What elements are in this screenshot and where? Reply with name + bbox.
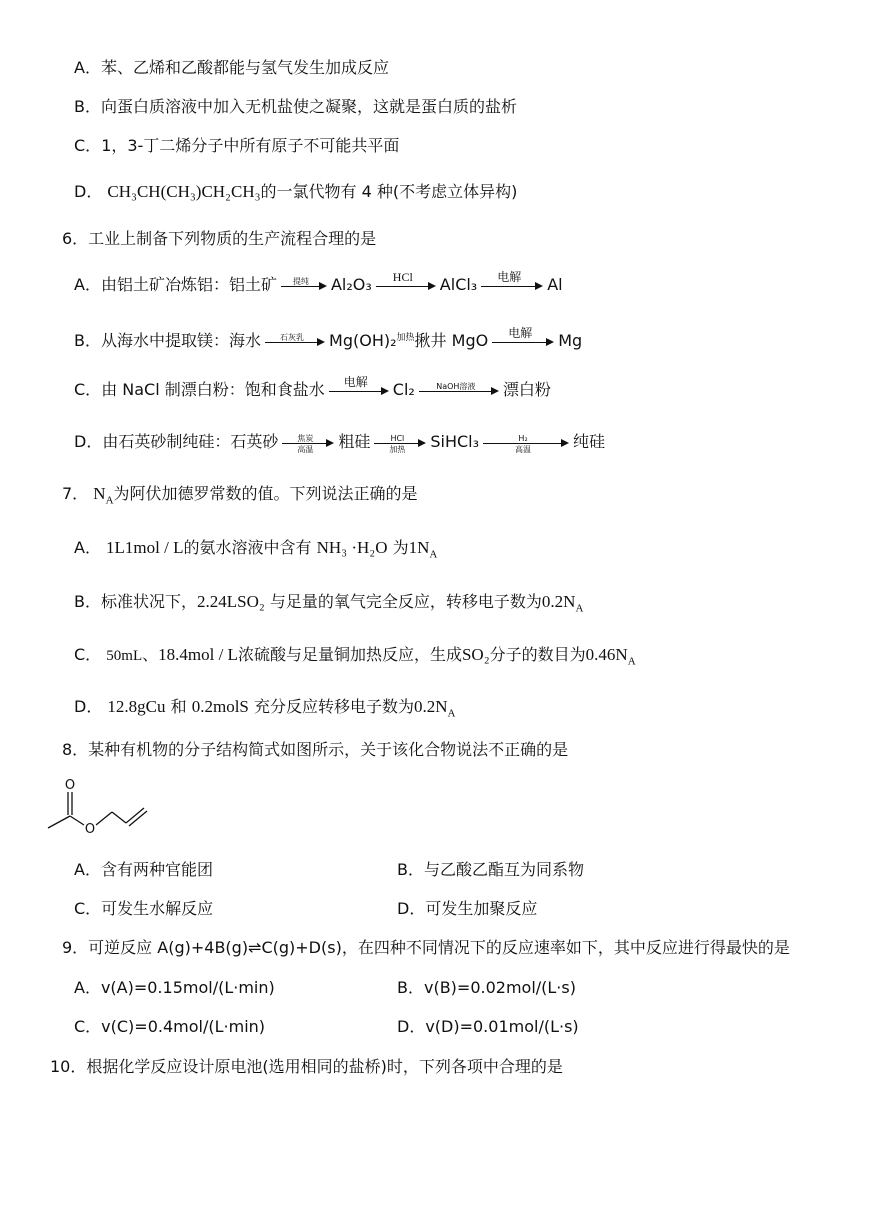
arrow-condition: 电解 [497, 269, 522, 284]
quantity-main: 0.2N [541, 592, 576, 611]
option-text: 的一氯代物有 4 种(不考虑立体异构) [260, 182, 518, 201]
q8-option-c: C．可发生水解反应 [74, 899, 214, 918]
quantity: 1L1mol / L [106, 538, 184, 557]
flow-intermediate: Cl₂ [392, 380, 415, 399]
option-text: 由石英砂制纯硅： [102, 432, 231, 451]
q5-option-b [74, 96, 517, 118]
option-text: 为 [392, 538, 409, 557]
option-text: 从海水中提取镁： [100, 331, 229, 350]
option-text: 由 NaCl 制漂白粉： [101, 380, 245, 399]
option-text: 苯、乙烯和乙酸都能与氢气发生加成反应 [100, 58, 389, 77]
symbol-subscript: A [105, 494, 114, 507]
reaction-arrow [419, 380, 499, 402]
flow-intermediate: MgO [451, 331, 489, 350]
flow-start: 海水 [229, 331, 262, 350]
q9-stem: 9．可逆反应 A(g)+4B(g)⇌C(g)+D(s)，在四种不同情况下的反应速率如下，其中反应进行得最快的是 [62, 938, 790, 957]
q5-option-a [74, 57, 389, 79]
quantity-subscript: A [447, 707, 456, 720]
option-letter: B． [74, 97, 101, 116]
garbled-glyph: 井 [430, 331, 447, 350]
arrow-condition: 高温 [515, 444, 532, 454]
q9-option-d: D．v(D)=0.01mol/(L·s) [397, 1017, 579, 1036]
quantity: 0.2molS [191, 697, 249, 716]
symbol-main: N [93, 484, 106, 503]
quantity [541, 592, 584, 615]
option-letter: C． [74, 645, 102, 664]
arrow-condition: 电解 [508, 325, 533, 340]
option-text: 浓硫酸与足量铜加热反应，生成 [237, 645, 462, 664]
arrow-condition: NaOH溶液 [436, 381, 476, 391]
q5-option-d [74, 181, 517, 203]
q6-option-d [74, 431, 605, 454]
quantity-subscript: A [627, 655, 636, 668]
q9-option-c: C．v(C)=0.4mol/(L·min) [74, 1017, 266, 1036]
q7-option-b [74, 591, 583, 613]
option-letter: B． [74, 592, 101, 611]
option-letter: A． [74, 275, 101, 294]
option-letter: D． [74, 182, 103, 201]
flow-intermediate: 粗硅 [338, 432, 371, 451]
arrow-condition: 电解 [343, 374, 368, 389]
quantity: 2.24LSO₂ [197, 592, 265, 611]
reaction-arrow [329, 374, 389, 402]
quantity-main: 0.2N [413, 697, 448, 716]
quantity: 12.8gCu [107, 697, 166, 716]
quantity [413, 697, 456, 720]
avogadro-symbol [93, 484, 114, 507]
quantity-main: 0.46N [585, 645, 628, 664]
reaction-arrow [265, 331, 325, 353]
option-text: 和 [170, 697, 187, 716]
q8-option-b: B．与乙酸乙酯互为同系物 [397, 860, 584, 879]
quantity: 50mL [106, 648, 143, 664]
arrow-condition: H₂ [518, 433, 528, 443]
quantity-subscript: A [429, 548, 438, 561]
arrow-condition: HCl [392, 269, 413, 284]
q7-option-a [74, 537, 437, 559]
allyl-acetate-structure [44, 776, 154, 836]
q7-stem [62, 483, 418, 505]
option-letter: C． [74, 380, 102, 399]
q6-stem: 6．工业上制备下列物质的生产流程合理的是 [62, 229, 377, 248]
flow-end: Mg [558, 331, 583, 350]
option-letter: C． [74, 136, 102, 155]
reaction-arrow [481, 269, 543, 297]
q6-option-b [74, 327, 582, 353]
ester-oxygen-label: O [84, 822, 96, 836]
question-number: 7． [62, 484, 89, 503]
option-text: 由铝土矿冶炼铝： [100, 275, 229, 294]
chem-formula: CH₃CH(CH₃)CH₂CH₃ [107, 182, 261, 201]
q8-option-a: A．含有两种官能团 [74, 860, 213, 879]
chem-formula: SO₂ [461, 645, 490, 664]
flow-end: 纯硅 [573, 432, 606, 451]
q8-stem: 8．某种有机物的分子结构简式如图所示，关于该化合物说法不正确的是 [62, 740, 569, 759]
q9-option-a: A．v(A)=0.15mol/(L·min) [74, 978, 275, 997]
flow-start: 铝土矿 [228, 275, 277, 294]
reaction-arrow [492, 325, 554, 353]
q8-option-d: D．可发生加聚反应 [397, 899, 538, 918]
arrow-condition: 石灰乳 [280, 332, 305, 342]
option-letter: A． [74, 58, 101, 77]
flow-intermediate: Mg(OH)₂ [329, 331, 397, 350]
quantity [408, 538, 438, 561]
option-letter: B． [74, 331, 101, 350]
flow-intermediate: Al₂O₃ [330, 275, 372, 294]
arrow-condition: 焦炭 [297, 433, 314, 443]
option-text: 分子的数目为 [489, 645, 586, 664]
reaction-arrow [281, 275, 327, 297]
option-text: 的氨水溶液中含有 [183, 538, 312, 557]
q7-option-c [74, 644, 636, 667]
option-text: 与足量的氧气完全反应，转移电子数为 [269, 592, 542, 611]
flow-start: 饱和食盐水 [244, 380, 325, 399]
q7-option-d [74, 696, 455, 718]
q10-stem: 10．根据化学反应设计原电池(选用相同的盐桥)时，下列各项中合理的是 [50, 1057, 563, 1076]
option-text: 充分反应转移电子数为 [253, 697, 414, 716]
reaction-arrow [374, 432, 426, 454]
option-letter: D． [74, 697, 103, 716]
reaction-arrow [483, 432, 569, 454]
reaction-arrow [282, 432, 334, 454]
flow-end: 漂白粉 [502, 380, 551, 399]
quantity-subscript: A [575, 602, 584, 615]
option-text: 、 [142, 645, 159, 664]
q6-option-c [74, 374, 551, 402]
arrow-condition: 提纯 [292, 276, 309, 286]
q6-option-a [74, 269, 563, 297]
reaction-arrow [376, 269, 436, 297]
option-letter: A． [74, 538, 101, 557]
quantity [585, 645, 636, 668]
option-text: 1，3-丁二烯分子中所有原子不可能共平面 [101, 136, 400, 155]
arrow-condition: 加热 [389, 444, 406, 454]
quantity-main: 1N [408, 538, 430, 557]
quantity: 18.4mol / L [158, 645, 238, 664]
option-text: 向蛋白质溶液中加入无机盐使之凝聚，这就是蛋白质的盐析 [100, 97, 517, 116]
option-text: 标准状况下， [100, 592, 197, 611]
flow-intermediate: SiHCl₃ [430, 432, 480, 451]
option-letter: D． [74, 432, 103, 451]
q9-option-b: B．v(B)=0.02mol/(L·s) [397, 978, 576, 997]
chem-formula: NH₃ ·H₂O [316, 538, 388, 557]
carbonyl-oxygen-label: O [64, 778, 76, 793]
flow-intermediate: AlCl₃ [439, 275, 478, 294]
q5-option-c [74, 135, 399, 157]
garbled-glyph: 揪 [414, 331, 431, 350]
flow-start: 石英砂 [230, 432, 279, 451]
heat-label: 加热 [396, 333, 415, 343]
arrow-condition: HCl [390, 433, 405, 443]
arrow-condition: 高温 [297, 444, 314, 454]
flow-end: Al [547, 275, 563, 294]
question-text: 为阿伏加德罗常数的值。下列说法正确的是 [113, 484, 418, 503]
